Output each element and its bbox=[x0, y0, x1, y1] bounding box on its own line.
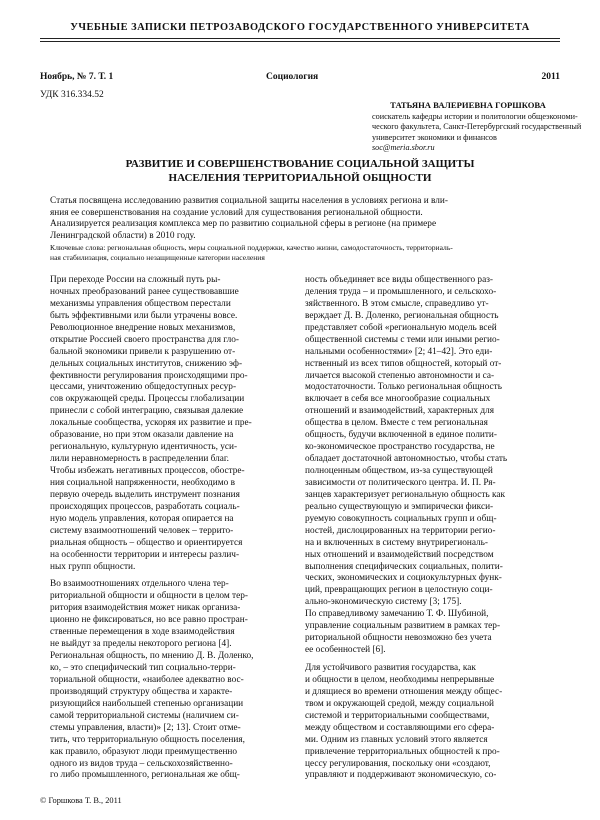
body-text-line: Для устойчивого развития государства, как bbox=[305, 663, 476, 673]
affiliation-line: ческого факультета, Санкт-Петербургский государственный bbox=[372, 122, 582, 132]
body-text-line: ально-экономическую систему [3; 175]. bbox=[305, 597, 462, 608]
body-text-line: локальные сообщества, ускоряя их развитие и пре- bbox=[50, 418, 252, 429]
body-column-left bbox=[50, 275, 282, 782]
body-text-line: твом и окружающей средой, между социальной bbox=[305, 698, 494, 709]
copyright-notice: © Горшкова Т. В., 2011 bbox=[40, 796, 122, 805]
body-text-line: и длящиеся во времени отношения между общес- bbox=[305, 686, 503, 697]
body-text-line: выполнения специфических социальных, полити- bbox=[305, 561, 503, 572]
body-text-line: включает в себя все многообразие социальных bbox=[305, 394, 491, 405]
header-rule-bottom bbox=[40, 41, 560, 42]
body-text-line: ния социальной напряженности, необходимо в bbox=[50, 477, 235, 488]
body-text-line: цессами, уничтожению общедоступных ресур- bbox=[50, 382, 237, 393]
body-text-line: Региональная общность, по мнению Д. В. Доленко, bbox=[50, 651, 254, 662]
body-text-line: личается высокой степенью автономности и са- bbox=[305, 370, 495, 381]
body-text-line: ностей, дислоцированных на территории регио- bbox=[305, 525, 496, 536]
body-text-line: занцев характеризует региональную общность как bbox=[305, 489, 506, 500]
body-text-line: управляют и поддерживают экономическую, со- bbox=[305, 770, 497, 781]
body-column-right bbox=[305, 275, 537, 782]
body-text-line: тить, что территориальную общность поселения, bbox=[50, 734, 245, 745]
body-text-line: По справедливому замечанию Т. Ф. Шубиной, bbox=[305, 609, 489, 620]
body-text-line: одного из видов труда – сельскохозяйственно- bbox=[50, 758, 233, 769]
body-text-line: При переходе России на сложный путь ры- bbox=[50, 275, 221, 285]
body-text-line: ность объединяет все виды общественного раз- bbox=[305, 275, 493, 285]
affiliation-line: соискатель кафедры истории и политологии общеэкономи- bbox=[372, 112, 578, 122]
body-text-line: бальной экономики привели к разрушению от- bbox=[50, 346, 236, 357]
body-text-line: привлечение территориальных общностей к про- bbox=[305, 746, 500, 757]
body-text-line: зависимости от политического центра. И. П. Ря- bbox=[305, 477, 496, 488]
body-text-line: обладает достаточной автономностью, чтобы стать bbox=[305, 454, 508, 465]
author-block bbox=[372, 100, 582, 153]
body-text-line: между обществом и составляющими его сфера- bbox=[305, 722, 495, 733]
body-text-line: принесли с собой интеграцию, связывая далекие bbox=[50, 406, 244, 417]
body-text-line: ко-экономическое пространство государства, не bbox=[305, 442, 495, 453]
issue-year: 2011 bbox=[541, 72, 560, 82]
body-text-line: ную модель управления, которая опирается на bbox=[50, 513, 234, 524]
body-text-line: на и включенных в систему внутрирегиональ- bbox=[305, 537, 489, 548]
body-text-line: происходящих процессов, разработать социаль- bbox=[50, 501, 240, 512]
body-text-line: образование, но при этом оказали давление на bbox=[50, 430, 234, 441]
body-text-line: ее особенностей [6]. bbox=[305, 645, 386, 656]
body-text-line: лили неравномерность в распределении благ. bbox=[50, 454, 230, 465]
keywords bbox=[50, 243, 560, 262]
title-line: НАСЕЛЕНИЯ ТЕРРИТОРИАЛЬНОЙ ОБЩНОСТИ bbox=[168, 171, 432, 184]
body-text-line: ных отношений и взаимодействий посредством bbox=[305, 549, 494, 560]
body-text-line: открытие Россией своего пространства для гло- bbox=[50, 334, 240, 345]
body-text-line: модостаточности. Только региональная общность bbox=[305, 382, 502, 393]
body-text-line: верждает Д. В. Доленко, региональная общность bbox=[305, 310, 499, 321]
body-text-line: общества в целом. Вместе с тем региональная bbox=[305, 418, 488, 429]
abstract bbox=[50, 196, 560, 242]
abstract-line: Анализируется реализация комплекса мер по развитию социальной сферы в регионе (на примере bbox=[50, 219, 437, 230]
header-rule-top bbox=[40, 38, 560, 39]
body-text-line: и общности в целом, необходимы непрерывные bbox=[305, 674, 495, 685]
body-text-line: ночных преобразований ранее существовавшие bbox=[50, 286, 239, 297]
body-text-line: ственные перемещения в ходе взаимодействия bbox=[50, 627, 235, 638]
body-text-line: самой территориальной системы (наличием си- bbox=[50, 710, 239, 721]
body-text-line: риториальной общности и общности в целом тер- bbox=[50, 591, 248, 602]
udc-code: УДК 316.334.52 bbox=[40, 90, 104, 100]
body-text-line: как правило, образуют люди преимущественно bbox=[50, 746, 238, 757]
body-text-line: общественной системы с теми или иными регио- bbox=[305, 334, 500, 345]
body-text-line: дельных социальных институтов, снижению эф- bbox=[50, 358, 243, 369]
body-text-line: ных групп общности. bbox=[50, 561, 136, 572]
body-text-line: Во взаимоотношениях отдельного члена тер- bbox=[50, 579, 229, 590]
body-text-line: представляет собой «региональную модель всей bbox=[305, 322, 497, 333]
body-text-line: ритория взаимодействия может никак организа- bbox=[50, 603, 241, 614]
body-text-line: ми. Одним из главных условий этого является bbox=[305, 734, 488, 745]
body-text-line: ториальной общности, «наиболее адекватно вос- bbox=[50, 674, 244, 685]
body-text-line: систему взаимоотношений человек – террито- bbox=[50, 525, 234, 536]
body-text-line: общность, будучи включенной в единое полити- bbox=[305, 430, 497, 441]
body-text-line: полноценным обществом, из-за существующей bbox=[305, 466, 493, 476]
abstract-line: Статья посвящена исследованию развития социальной защиты населения в условиях региона и вли- bbox=[50, 196, 448, 206]
keywords-line: Ключевые слова: региональная общность, меры социальной поддержки, качество жизни, самодостаточность, территориаль- bbox=[50, 243, 453, 252]
body-text-line: первую очередь выделить инструмент познания bbox=[50, 489, 240, 500]
body-text-line: реально существующую и эмпирически фикси- bbox=[305, 501, 494, 512]
author-email[interactable]: soc@meria.sbor.ru bbox=[372, 142, 435, 152]
body-text-line: отношений и взаимодействий, характерных для bbox=[305, 406, 494, 417]
body-text-line: ризующийся наибольшей степенью организации bbox=[50, 698, 244, 709]
body-text-line: управление социальным развитием в рамках тер- bbox=[305, 621, 501, 632]
issue-number: Ноябрь, № 7. Т. 1 bbox=[40, 72, 114, 82]
body-text-line: цессу регулирования, поскольку они «создают, bbox=[305, 758, 491, 769]
body-text-line: ционно не фиксироваться, но все равно простран- bbox=[50, 615, 248, 626]
body-text-line: ций, превращающих регион в целостную соци- bbox=[305, 585, 493, 596]
body-text-line: ческих, экономических и социокультурных функ- bbox=[305, 573, 502, 584]
body-text-line: Чтобы избежать негативных процессов, обостре- bbox=[50, 466, 245, 476]
body-text-line: производящий структуру общества и характе- bbox=[50, 686, 233, 697]
body-text-line: риальная общность – общество и ориентируется bbox=[50, 537, 243, 548]
keywords-line: ная стабилизация, социально незащищенные категории населения bbox=[50, 252, 265, 262]
body-text-line: нальными особенностями» [2; 41–42]. Это еди- bbox=[305, 346, 493, 357]
title-line: РАЗВИТИЕ И СОВЕРШЕНСТВОВАНИЕ СОЦИАЛЬНОЙ ЗАЩИТЫ bbox=[125, 158, 475, 170]
body-text-line: нственный из всех типов общностей, который от- bbox=[305, 358, 502, 369]
body-text-line: фективности регулирования происходящими про- bbox=[50, 370, 248, 381]
body-text-line: риториальной общности невозможно без учета bbox=[305, 633, 492, 644]
affiliation-line: университет экономики и финансов bbox=[372, 132, 497, 142]
body-text-line: механизмы управления обществом перестали bbox=[50, 298, 231, 309]
author-name: ТАТЬЯНА ВАЛЕРИЕВНА ГОРШКОВА bbox=[390, 100, 546, 110]
journal-title: УЧЕБНЫЕ ЗАПИСКИ ПЕТРОЗАВОДСКОГО ГОСУДАРСТВЕННОГО УНИВЕРСИТЕТА bbox=[70, 22, 530, 33]
article-title bbox=[40, 158, 560, 185]
body-text-line: руемую совокупность социальных групп и общ- bbox=[305, 513, 497, 524]
body-text-line: деления труда – и промышленного, и сельскохо- bbox=[305, 286, 497, 297]
body-text-line: на особенности территории и интересы различ- bbox=[50, 549, 240, 560]
section-name: Социология bbox=[266, 72, 319, 82]
body-text-line: быть эффективными или были утрачены вовсе. bbox=[50, 310, 238, 321]
body-text-line: ко, – это специфический тип социально-терри- bbox=[50, 663, 236, 673]
body-text-line: го либо промышленного, региональная же общ- bbox=[50, 770, 240, 781]
body-text-line: не выйдут за пределы некоторого региона [4]. bbox=[50, 639, 232, 650]
body-text-line: зяйственного. В этом смысле, справедливо ут- bbox=[305, 298, 489, 309]
body-text-line: региональную, культурную идентичность, уси- bbox=[50, 442, 238, 453]
body-text-line: стемы управления, власти)» [2; 13]. Стоит отме- bbox=[50, 722, 241, 733]
abstract-line: яния ее совершенствования на создание условий для существования региональной общности. bbox=[50, 207, 423, 218]
abstract-line: Ленинградской области) в 2010 году. bbox=[50, 230, 196, 241]
body-text-line: Революционное внедрение новых механизмов, bbox=[50, 322, 236, 333]
body-text-line: сов окружающей среды. Процессы глобализации bbox=[50, 394, 245, 405]
body-text-line: системой и территориальными сообществами, bbox=[305, 710, 490, 721]
